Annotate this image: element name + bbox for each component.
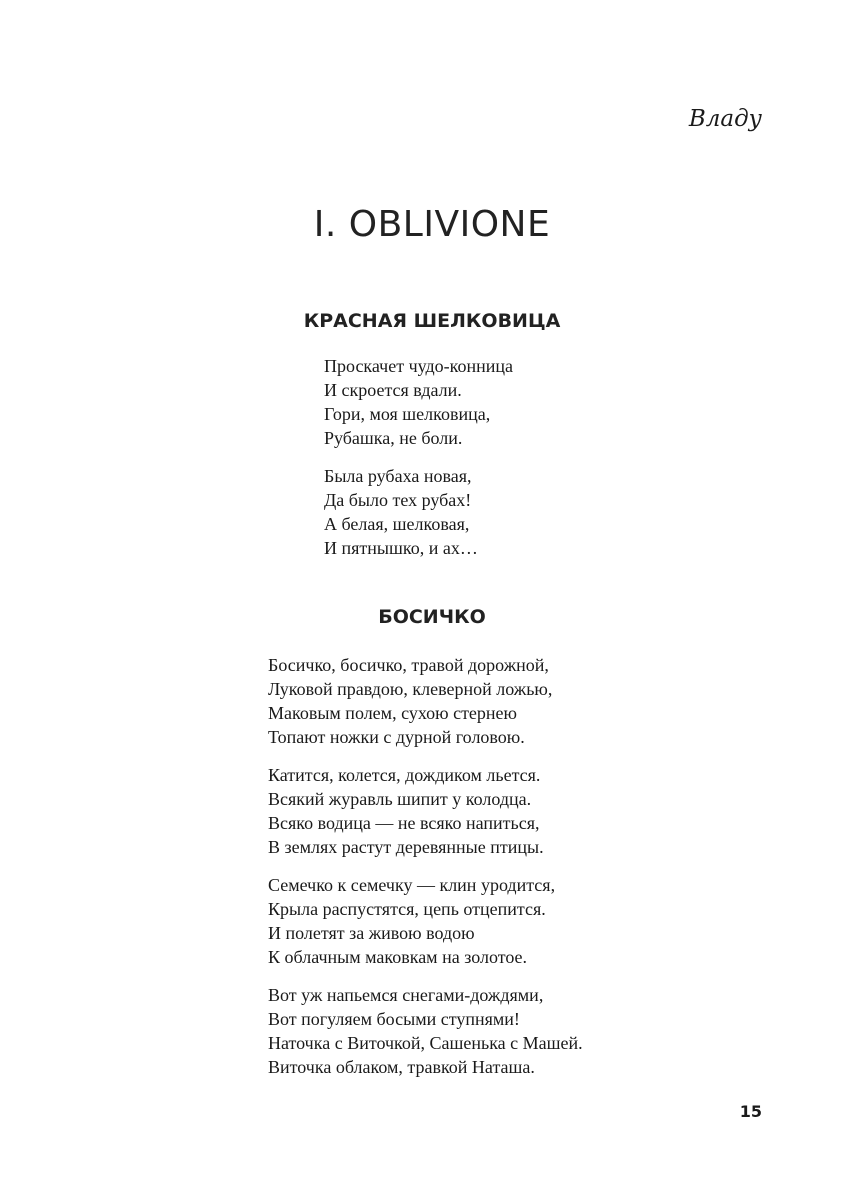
poem-line: И скроется вдали. [324,380,462,400]
poem-line: Была рубаха новая, [324,466,472,486]
stanza [324,464,513,560]
stanza [268,873,583,969]
poem-body [268,653,583,1093]
poem-line: В землях растут деревянные птицы. [268,837,544,857]
stanza [268,653,583,749]
poem-body [324,354,513,574]
poem-line: Всякий журавль шипит у колодца. [268,789,532,809]
poem-line: И пятнышко, и ах… [324,538,478,558]
poem-line: Виточка облаком, травкой Наташа. [268,1057,535,1077]
poem-line: Катится, колется, дождиком льется. [268,765,541,785]
poem-line: Проскачет чудо-конница [324,356,514,376]
poem-title: БОСИЧКО [378,606,486,628]
poem-line: Наточка с Виточкой, Сашенька с Машей. [268,1033,583,1053]
poem-line: Вот погуляем босыми ступнями! [268,1009,520,1029]
poem-line: Рубашка, не боли. [324,428,463,448]
poem-title: КРАСНАЯ ШЕЛКОВИЦА [303,310,561,332]
page-number: 15 [739,1102,762,1121]
stanza [268,763,583,859]
poem-line: Семечко к семечку — клин уродится, [268,875,556,895]
poem-line: Босичко, босичко, травой дорожной, [268,655,549,675]
poem-line: И полетят за живою водою [268,923,475,943]
poem-line: Да было тех рубах! [324,490,472,510]
poem-line: К облачным маковкам на золотое. [268,947,528,967]
poem-line: Вот уж напьемся снегами-дождями, [268,985,544,1005]
dedication: Владу [688,106,762,132]
stanza [268,983,583,1079]
poem-line: А белая, шелковая, [324,514,470,534]
poem-line: Луковой правдою, клеверной ложью, [268,679,553,699]
part-title: I. OBLIVIONE [313,204,551,245]
poem-line: Крыла распустятся, цепь отцепится. [268,899,546,919]
poem-line: Топают ножки с дурной головою. [268,727,525,747]
poem-line: Всяко водица — не всяко напиться, [268,813,540,833]
stanza [324,354,513,450]
poem-line: Маковым полем, сухою стернею [268,703,517,723]
poem-line: Гори, моя шелковица, [324,404,491,424]
